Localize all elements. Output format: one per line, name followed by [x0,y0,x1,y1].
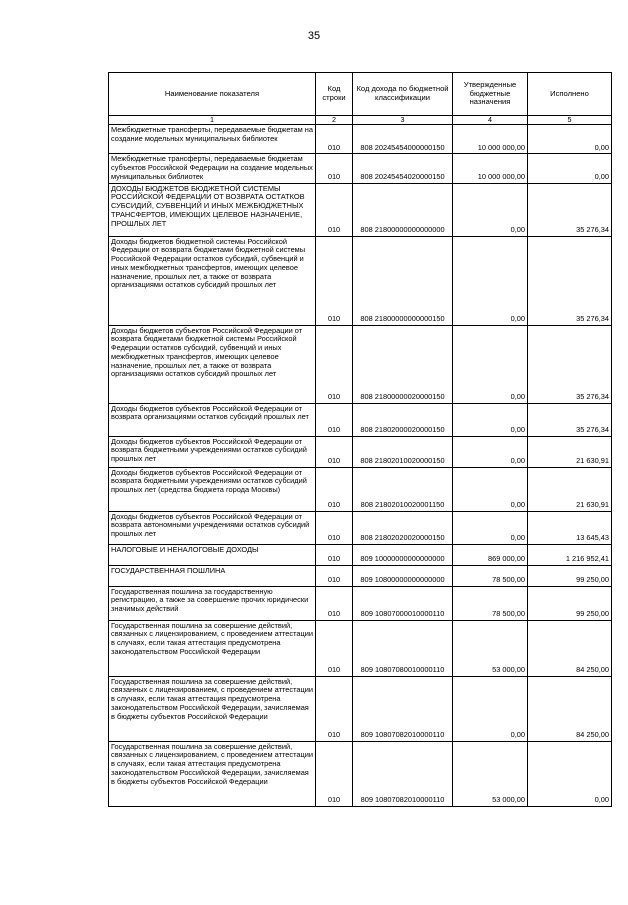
row-executed: 35 276,34 [528,325,612,403]
table-row [109,544,612,565]
row-income-code: 808 21800000020000150 [353,325,453,403]
row-approved: 0,00 [453,467,528,511]
row-name: НАЛОГОВЫЕ И НЕНАЛОГОВЫЕ ДОХОДЫ [109,544,316,565]
column-number: 1 [109,116,316,125]
row-executed: 84 250,00 [528,676,612,741]
table-row [109,436,612,467]
row-line-code: 010 [316,154,353,183]
table-row [109,620,612,676]
row-approved: 0,00 [453,403,528,436]
row-income-code: 809 10807082010000110 [353,676,453,741]
row-line-code: 010 [316,236,353,325]
header-executed: Исполнено [528,73,612,116]
row-line-code: 010 [316,741,353,806]
table-row [109,511,612,544]
row-approved: 53 000,00 [453,620,528,676]
table-row [109,183,612,236]
row-executed: 99 250,00 [528,586,612,620]
row-income-code: 809 10807080010000110 [353,620,453,676]
row-name: Государственная пошлина за совершение действий, связанных с лицензированием, с проведением аттестации в случаях, если такая аттестация предусмотрена законодательством Российской Федерации [109,620,316,676]
table-row [109,236,612,325]
row-approved: 78 500,00 [453,565,528,586]
row-executed: 0,00 [528,741,612,806]
row-name: Межбюджетные трансферты, передаваемые бюджетам субъектов Российской Федерации на создание модельных муниципальных библиотек [109,154,316,183]
row-line-code: 010 [316,565,353,586]
row-name: Государственная пошлина за государственную регистрацию, а также за совершение прочих юридически значимых действий [109,586,316,620]
row-line-code: 010 [316,620,353,676]
row-executed: 35 276,34 [528,183,612,236]
row-line-code: 010 [316,403,353,436]
row-executed: 0,00 [528,125,612,154]
row-approved: 0,00 [453,183,528,236]
row-name: Доходы бюджетов субъектов Российской Федерации от возврата организациями остатков субсидий прошлых лет [109,403,316,436]
row-executed: 35 276,34 [528,403,612,436]
row-line-code: 010 [316,586,353,620]
row-approved: 869 000,00 [453,544,528,565]
row-name: Доходы бюджетов субъектов Российской Федерации от возврата бюджетами бюджетной системы Российской Федерации остатков субсидий, субвенций и иных межбюджетных трансфертов, имеющих целевое назначение, прошлых лет, а также от возврата организациями остатков субсидий прошлых лет [109,325,316,403]
row-line-code: 010 [316,436,353,467]
table-row [109,154,612,183]
row-income-code: 808 21802000020000150 [353,403,453,436]
table-row [109,325,612,403]
table-row [109,586,612,620]
row-executed: 0,00 [528,154,612,183]
row-line-code: 010 [316,125,353,154]
row-income-code: 808 21802010020001150 [353,467,453,511]
row-line-code: 010 [316,511,353,544]
row-name: Доходы бюджетов субъектов Российской Федерации от возврата автономными учреждениями остатков субсидий прошлых лет [109,511,316,544]
row-executed: 21 630,91 [528,467,612,511]
row-approved: 0,00 [453,325,528,403]
header-approved: Утвержденные бюджетные назначения [453,73,528,116]
column-number: 4 [453,116,528,125]
row-approved: 0,00 [453,511,528,544]
row-executed: 13 645,43 [528,511,612,544]
header-row [109,73,612,116]
table-row [109,676,612,741]
column-number: 3 [353,116,453,125]
row-line-code: 010 [316,183,353,236]
header-income-code: Код дохода по бюджетной классификации [353,73,453,116]
table-row [109,467,612,511]
row-name: ГОСУДАРСТВЕННАЯ ПОШЛИНА [109,565,316,586]
row-income-code: 809 10800000000000000 [353,565,453,586]
column-number: 2 [316,116,353,125]
row-executed: 99 250,00 [528,565,612,586]
row-name: Доходы бюджетов бюджетной системы Российской Федерации от возврата бюджетами бюджетной системы Российской Федерации остатков субсидий, субвенций и иных межбюджетных трансфертов, имеющих целевое назначение, прошлых лет, а также от возврата организациями остатков субсидий прошлых лет [109,236,316,325]
row-approved: 0,00 [453,436,528,467]
table-row [109,565,612,586]
row-income-code: 808 20245454000000150 [353,125,453,154]
row-name: Государственная пошлина за совершение действий, связанных с лицензированием, с проведением аттестации в случаях, если такая аттестация предусмотрена законодательством Российской Федерации, зачисляемая в бюджеты субъектов Российской Федерации [109,676,316,741]
row-income-code: 808 21802010020000150 [353,436,453,467]
row-name: Доходы бюджетов субъектов Российской Федерации от возврата бюджетными учреждениями остатков субсидий прошлых лет (средства бюджета города Москвы) [109,467,316,511]
column-number-row [109,116,612,125]
table-row [109,403,612,436]
row-income-code: 808 21800000000000000 [353,183,453,236]
row-approved: 0,00 [453,236,528,325]
budget-execution-table [108,72,612,807]
row-approved: 53 000,00 [453,741,528,806]
row-executed: 21 630,91 [528,436,612,467]
row-line-code: 010 [316,676,353,741]
row-income-code: 809 10807082010000110 [353,741,453,806]
row-line-code: 010 [316,544,353,565]
row-approved: 10 000 000,00 [453,154,528,183]
row-income-code: 809 10807000010000110 [353,586,453,620]
table-row [109,125,612,154]
row-approved: 78 500,00 [453,586,528,620]
row-approved: 10 000 000,00 [453,125,528,154]
row-income-code: 809 10000000000000000 [353,544,453,565]
row-name: Межбюджетные трансферты, передаваемые бюджетам на создание модельных муниципальных библиотек [109,125,316,154]
row-name: ДОХОДЫ БЮДЖЕТОВ БЮДЖЕТНОЙ СИСТЕМЫ РОССИЙСКОЙ ФЕДЕРАЦИИ ОТ ВОЗВРАТА ОСТАТКОВ СУБСИДИЙ, СУБВЕНЦИЙ И ИНЫХ МЕЖБЮДЖЕТНЫХ ТРАНСФЕРТОВ, ИМЕЮЩИХ ЦЕЛЕВОЕ НАЗНАЧЕНИЕ, ПРОШЛЫХ ЛЕТ [109,183,316,236]
row-line-code: 010 [316,467,353,511]
row-income-code: 808 21802020020000150 [353,511,453,544]
row-line-code: 010 [316,325,353,403]
row-income-code: 808 21800000000000150 [353,236,453,325]
row-approved: 0,00 [453,676,528,741]
row-name: Государственная пошлина за совершение действий, связанных с лицензированием, с проведением аттестации в случаях, если такая аттестация предусмотрена законодательством Российской Федерации, зачисляемая в бюджеты субъектов Российской Федерации [109,741,316,806]
row-executed: 1 216 952,41 [528,544,612,565]
column-number: 5 [528,116,612,125]
header-indicator-name: Наименование показателя [109,73,316,116]
row-income-code: 808 20245454020000150 [353,154,453,183]
header-line-code: Код строки [316,73,353,116]
row-name: Доходы бюджетов субъектов Российской Федерации от возврата бюджетными учреждениями остатков субсидий прошлых лет [109,436,316,467]
page-number: 35 [307,30,321,42]
row-executed: 84 250,00 [528,620,612,676]
row-executed: 35 276,34 [528,236,612,325]
table-row [109,741,612,806]
